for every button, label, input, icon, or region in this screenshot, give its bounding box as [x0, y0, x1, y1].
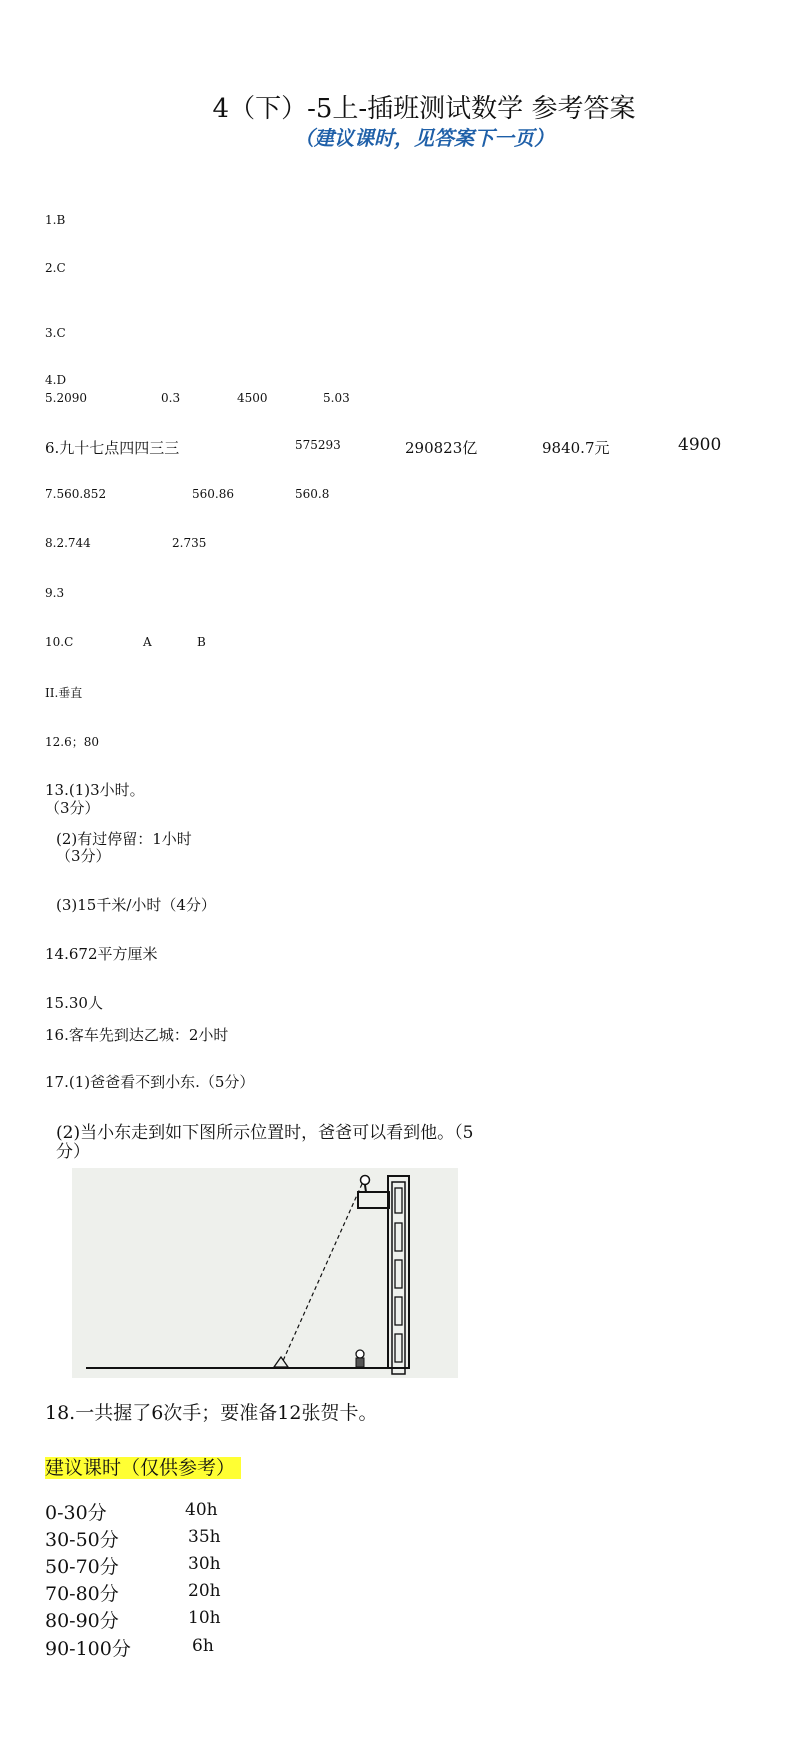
answer-13-part-1-score: （3分） [45, 799, 100, 817]
answer-12: 12.6；80 [45, 735, 99, 749]
hours-row-value: 6h [192, 1636, 214, 1656]
answer-17-part-2: (2)当小东走到如下图所示位置时，爸爸可以看到他。（5 [56, 1123, 474, 1143]
answer-16: 16.客车先到达乙城：2小时 [45, 1026, 229, 1044]
hours-row-value: 30h [188, 1554, 221, 1574]
building-inner [392, 1182, 405, 1374]
suggested-hours-heading [45, 1453, 241, 1480]
answer-7-value-2: 560.86 [192, 487, 234, 501]
page-subtitle: （建议课时，见答案下一页） [294, 126, 554, 150]
hours-row-range: 80-90分 [45, 1610, 119, 1632]
building-window [395, 1297, 402, 1325]
answer-11: II.垂直 [45, 686, 83, 700]
balcony [358, 1192, 389, 1208]
answer-1: 1.B [45, 213, 66, 227]
answer-7-value-3: 560.8 [295, 487, 330, 501]
answer-9: 9.3 [45, 586, 65, 600]
answer-14: 14.672平方厘米 [45, 945, 158, 963]
sightline-diagram [72, 1168, 458, 1378]
page-title: 4（下）-5上-插班测试数学 参考答案 [212, 94, 636, 124]
sightline-figure [72, 1168, 458, 1378]
answer-6-value-5: 4900 [678, 435, 722, 455]
building-window [395, 1223, 402, 1251]
building-outline [388, 1176, 409, 1368]
hours-row-range: 30-50分 [45, 1529, 119, 1551]
answer-5-value-3: 4500 [237, 391, 268, 405]
answer-15: 15.30人 [45, 994, 103, 1012]
building-window [395, 1260, 402, 1288]
hours-row-value: 20h [188, 1581, 221, 1601]
father-figure [365, 1185, 366, 1192]
answer-10-value-2: A [143, 635, 152, 649]
answer-13-part-2-score: （3分） [56, 847, 111, 865]
answer-6-value-2: 575293 [295, 438, 341, 452]
hours-row-value: 10h [188, 1608, 221, 1628]
hours-row-range: 50-70分 [45, 1556, 119, 1578]
child-figure [356, 1350, 364, 1358]
answer-5-value-2: 0.3 [161, 391, 181, 405]
sightline [282, 1184, 362, 1363]
answer-5-value-4: 5.03 [323, 391, 350, 405]
answer-8-value-2: 2.735 [172, 536, 207, 550]
answer-4: 4.D [45, 373, 67, 387]
answer-13-part-1: 13.(1)3小时。 [45, 781, 145, 799]
answer-3: 3.C [45, 326, 66, 340]
answer-2: 2.C [45, 261, 66, 275]
answer-7: 7.560.852 [45, 487, 107, 501]
hours-row-range: 70-80分 [45, 1583, 119, 1605]
answer-6: 6.九十七点四四三三 [45, 439, 180, 457]
answer-6-value-3: 290823亿 [405, 439, 478, 457]
answer-8: 8.2.744 [45, 536, 91, 550]
xiaodong-figure [274, 1357, 288, 1367]
answer-17-part-1: 17.(1)爸爸看不到小东.（5分） [45, 1073, 255, 1091]
answer-6-value-4: 9840.7元 [542, 439, 610, 457]
hours-row-value: 35h [188, 1527, 221, 1547]
answer-18: 18.一共握了6次手；要准备12张贺卡。 [45, 1402, 378, 1424]
building-window [395, 1188, 402, 1213]
answer-13-part-2: (2)有过停留：1小时 [56, 830, 192, 848]
building-window [395, 1334, 402, 1362]
father-figure [361, 1176, 370, 1185]
hours-row-range: 0-30分 [45, 1502, 107, 1524]
answer-5: 5.2090 [45, 391, 87, 405]
answer-10: 10.C [45, 635, 74, 649]
answer-17-part-2-continued: 分） [56, 1142, 90, 1162]
child-figure [356, 1358, 364, 1367]
suggested-hours-heading-text: 建议课时（仅供参考） [45, 1457, 241, 1479]
hours-row-range: 90-100分 [45, 1638, 131, 1660]
answer-10-value-3: B [197, 635, 206, 649]
answer-13-part-3: (3)15千米/小时（4分） [56, 896, 216, 914]
hours-row-value: 40h [185, 1500, 218, 1520]
